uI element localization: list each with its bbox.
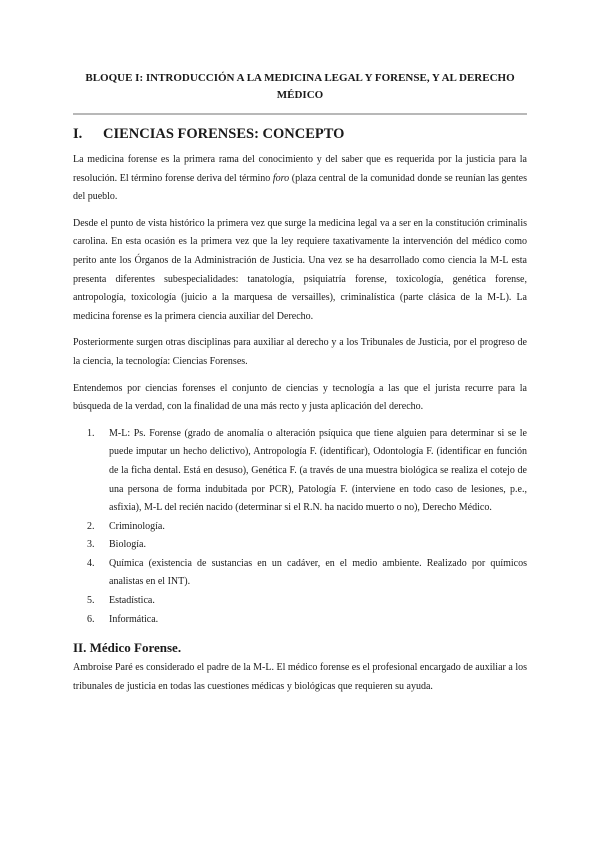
title-divider (73, 113, 527, 115)
list-item-text: Química (existencia de sustancias en un cadáver, en el medio ambiente. Realizado por químicos analistas en el INT). (109, 557, 527, 588)
list-item-number: 2. (87, 520, 95, 532)
list-item-text: Biología. (109, 539, 146, 551)
section-1-title: CIENCIAS FORENSES: CONCEPTO (103, 126, 345, 142)
forensic-sciences-list (73, 425, 527, 630)
document-title-line-1: BLOQUE I: INTRODUCCIÓN A LA MEDICINA LEGAL Y FORENSE, Y AL DERECHO (85, 72, 515, 84)
list-item-number: 6. (87, 613, 95, 625)
list-item (73, 425, 527, 518)
section-1-paragraph-1-start: La medicina forense es la primera rama del conocimiento y del saber que es requerida por la justicia para la resolución. El término forense deriva del término (73, 154, 527, 184)
section-1-paragraph-3: Posteriormente surgen otras disciplinas para auxiliar al derecho y a los Tribunales de Justicia, por el progreso de la ciencia, la tecnología: Ciencias Forenses. (73, 337, 527, 367)
document-title (73, 70, 527, 104)
section-1-paragraph-2: Desde el punto de vista histórico la primera vez que surge la medicina legal va a ser en la constitución criminalis carolina. En esta ocasión es la primera vez que la ley requiere taxativamente la intervención del médico como perito ante los Órganos de la Administración de Justicia. Una vez se ha desarrollado como ciencia la M-L esta presenta diferentes subespecialidades: tanatología, psiquiatría forense, toxicología, genética forense, antropología, toxicología (juicio a la marquesa de versailles), criminalística (parte clásica de la M-L). La medicina forense es la primera ciencia auxiliar del Derecho. (73, 217, 527, 322)
document-title-line-2: MÉDICO (276, 89, 324, 101)
list-item-number: 4. (87, 557, 95, 569)
list-item (73, 518, 527, 537)
foro-term: foro (272, 172, 290, 184)
list-item (73, 555, 527, 592)
section-2-heading: II. Médico Forense. (73, 640, 182, 656)
section-1-paragraph-1 (73, 151, 527, 207)
section-1-number: I. (73, 126, 83, 142)
list-item-number: 3. (87, 539, 95, 551)
list-item-number: 1. (87, 427, 95, 439)
list-item-text: M-L: Ps. Forense (grado de anomalía o alteración psíquica que tiene alguien para determinar si se le puede imputar un hecho delictivo), Antropología F. (identificar), Odontología F. (identificar en función de la ficha dental. Está en desuso), Genética F. (a través de una muestra biológica se realiza el cotejo de una persona de forma indubitada por PCR), Patología F. (interviene en todo caso de lesiones, p.e., asfixia), M-L del recién nacido (determinar si el R.N. ha nacido muerto o no), Derecho Médico. (109, 427, 527, 514)
section-1-paragraph-4: Entendemos por ciencias forenses el conjunto de ciencias y tecnología a las que el jurista recurre para la búsqueda de la verdad, con la finalidad de una más recto y justa aplicación del derecho. (73, 382, 527, 413)
list-item-text: Criminología. (109, 520, 165, 532)
section-2-paragraph-1: Ambroise Paré es considerado el padre de la M-L. El médico forense es el profesional encargado de auxiliar a los tribunales de justicia en todas las cuestiones médicas y biológicas que requieren su ayuda. (73, 662, 527, 692)
list-item (73, 536, 527, 555)
list-item-text: Estadística. (109, 595, 155, 607)
list-item-number: 5. (87, 595, 95, 607)
list-item (73, 611, 527, 630)
section-1-paragraph-1-end: (plaza central de la comunidad donde se reunían las gentes del pueblo. (73, 172, 528, 203)
list-item (73, 592, 527, 611)
document-page (73, 70, 527, 704)
list-item-text: Informática. (109, 613, 159, 625)
section-1-heading (73, 125, 527, 143)
